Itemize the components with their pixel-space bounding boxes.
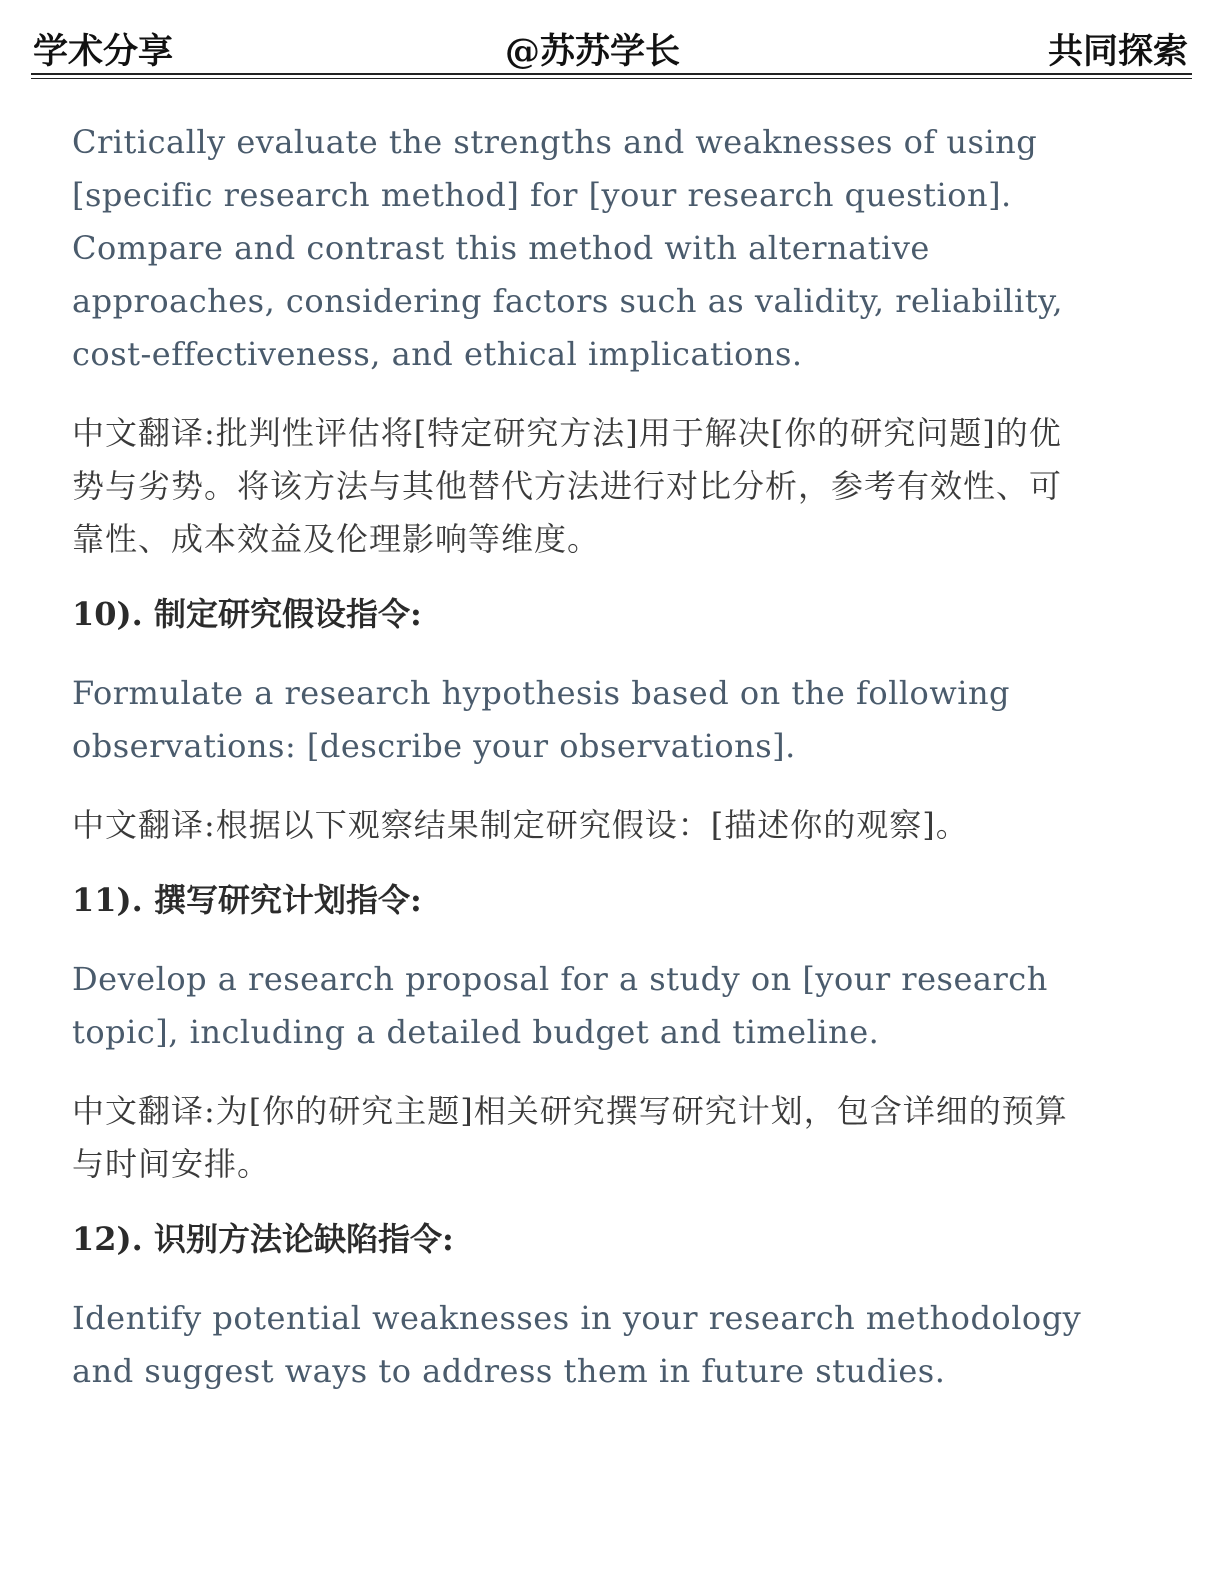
text-line: Compare and contrast this method with alternative [72,229,930,267]
text-line: cost-effectiveness, and ethical implications. [72,335,803,373]
heading-text: 11). 撰写研究计划指令: [72,881,422,919]
header-right-label: 共同探索 [1047,31,1188,72]
paragraph-english-weaknesses [72,1292,1192,1398]
text-line: approaches, considering factors such as validity, reliability, [72,282,1064,320]
header-left-label: 学术分享 [33,31,174,72]
section-heading-11 [72,874,1192,927]
paragraph-english-hypothesis [72,667,1192,773]
text-line: observations: [describe your observations]. [72,727,796,765]
heading-text: 10). 制定研究假设指令: [72,595,422,633]
text-line: Critically evaluate the strengths and weaknesses of using [72,123,1038,161]
header-author-handle: @苏苏学长 [505,31,681,72]
text-line: and suggest ways to address them in future studies. [72,1352,946,1390]
text-line: Identify potential weaknesses in your research methodology [72,1299,1082,1337]
document-body [72,116,1192,1424]
paragraph-english-proposal [72,953,1192,1059]
text-line: 靠性、成本效益及伦理影响等维度。 [72,520,601,558]
paragraph-chinese-hypothesis [72,799,1192,852]
text-line: Develop a research proposal for a study on [your research [72,960,1048,998]
paragraph-chinese-method-evaluation [72,407,1192,566]
text-line: 势与劣势。将该方法与其他替代方法进行对比分析，参考有效性、可 [72,467,1063,505]
section-heading-10 [72,588,1192,641]
text-line: [specific research method] for [your research question]. [72,176,1012,214]
section-heading-12 [72,1213,1192,1266]
paragraph-english-method-evaluation [72,116,1192,381]
heading-text: 12). 识别方法论缺陷指令: [72,1220,454,1258]
text-line: 中文翻译:批判性评估将[特定研究方法]用于解决[你的研究问题]的优 [72,414,1062,452]
text-line: topic], including a detailed budget and timeline. [72,1013,880,1051]
text-line: Formulate a research hypothesis based on the following [72,674,1011,712]
header-divider-thin [31,78,1192,79]
text-line: 与时间安排。 [72,1145,271,1183]
text-line: 中文翻译:根据以下观察结果制定研究假设：[描述你的观察]。 [72,806,969,844]
paragraph-chinese-proposal [72,1085,1192,1191]
header-divider-thick [31,73,1192,75]
text-line: 中文翻译:为[你的研究主题]相关研究撰写研究计划，包含详细的预算 [72,1092,1068,1130]
